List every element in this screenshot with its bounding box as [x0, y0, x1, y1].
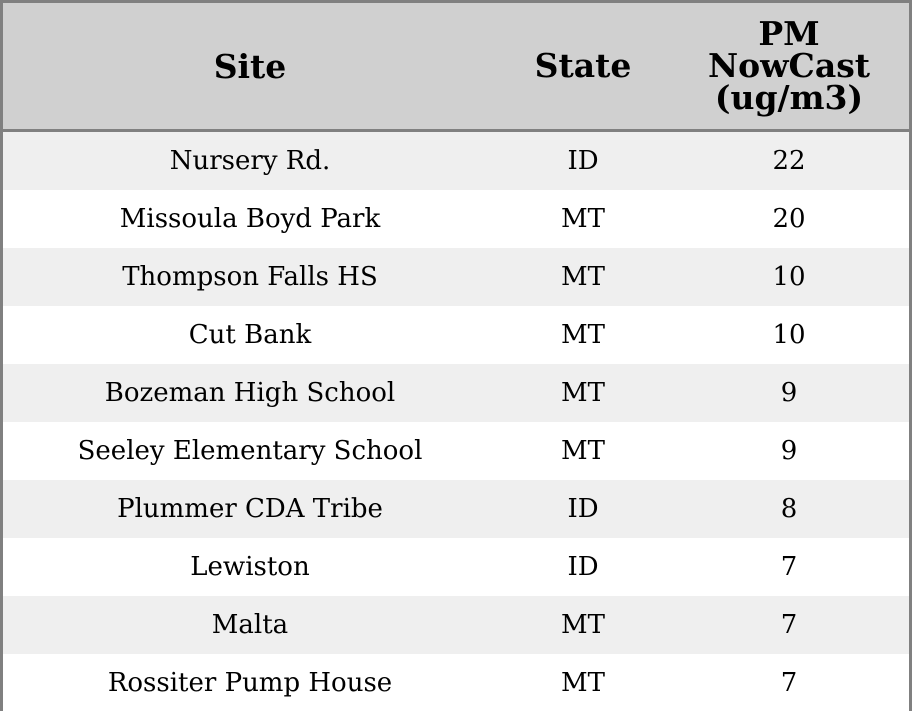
state-cell: MT	[561, 436, 605, 466]
state-cell: MT	[561, 378, 605, 408]
pm-value-cell: 8	[780, 494, 798, 524]
table-row	[3, 132, 909, 190]
table-row	[3, 654, 909, 712]
table-row	[3, 480, 909, 538]
pm-value-cell: 10	[772, 262, 806, 292]
state-cell: MT	[561, 262, 605, 292]
pm-value-cell: 9	[780, 436, 798, 466]
pm-value-cell: 7	[780, 668, 798, 698]
site-cell: Bozeman High School	[104, 378, 396, 408]
table-row	[3, 596, 909, 654]
state-cell: MT	[561, 668, 605, 698]
site-cell: Plummer CDA Tribe	[117, 494, 383, 524]
header-pm-nowcast	[669, 3, 909, 129]
pm-value-cell: 7	[780, 552, 798, 582]
table-row	[3, 422, 909, 480]
header-pm-line-2: NowCast	[707, 46, 871, 85]
pm-value-cell: 22	[772, 146, 806, 176]
pm-value-cell: 10	[772, 320, 806, 350]
header-site: Site	[213, 47, 287, 86]
table-header-row	[3, 3, 909, 132]
header-pm-line-3: (ug/m3)	[714, 78, 864, 117]
site-cell: Missoula Boyd Park	[119, 204, 381, 234]
header-pm-line-1: PM	[758, 14, 820, 53]
site-cell: Rossiter Pump House	[107, 668, 393, 698]
pm-value-cell: 7	[780, 610, 798, 640]
table-row	[3, 538, 909, 596]
site-cell: Nursery Rd.	[169, 146, 331, 176]
state-cell: MT	[561, 610, 605, 640]
state-cell: ID	[567, 494, 599, 524]
pm-value-cell: 20	[772, 204, 806, 234]
table-row	[3, 306, 909, 364]
header-state: State	[534, 46, 632, 85]
state-cell: MT	[561, 204, 605, 234]
site-cell: Malta	[211, 610, 289, 640]
state-cell: ID	[567, 552, 599, 582]
table-row	[3, 248, 909, 306]
state-cell: ID	[567, 146, 599, 176]
table-row	[3, 190, 909, 248]
site-cell: Lewiston	[190, 552, 310, 582]
site-cell: Thompson Falls HS	[122, 262, 378, 292]
pm-value-cell: 9	[780, 378, 798, 408]
site-cell: Cut Bank	[188, 320, 312, 350]
table-body	[3, 132, 909, 712]
site-cell: Seeley Elementary School	[77, 436, 423, 466]
table-row	[3, 364, 909, 422]
state-cell: MT	[561, 320, 605, 350]
